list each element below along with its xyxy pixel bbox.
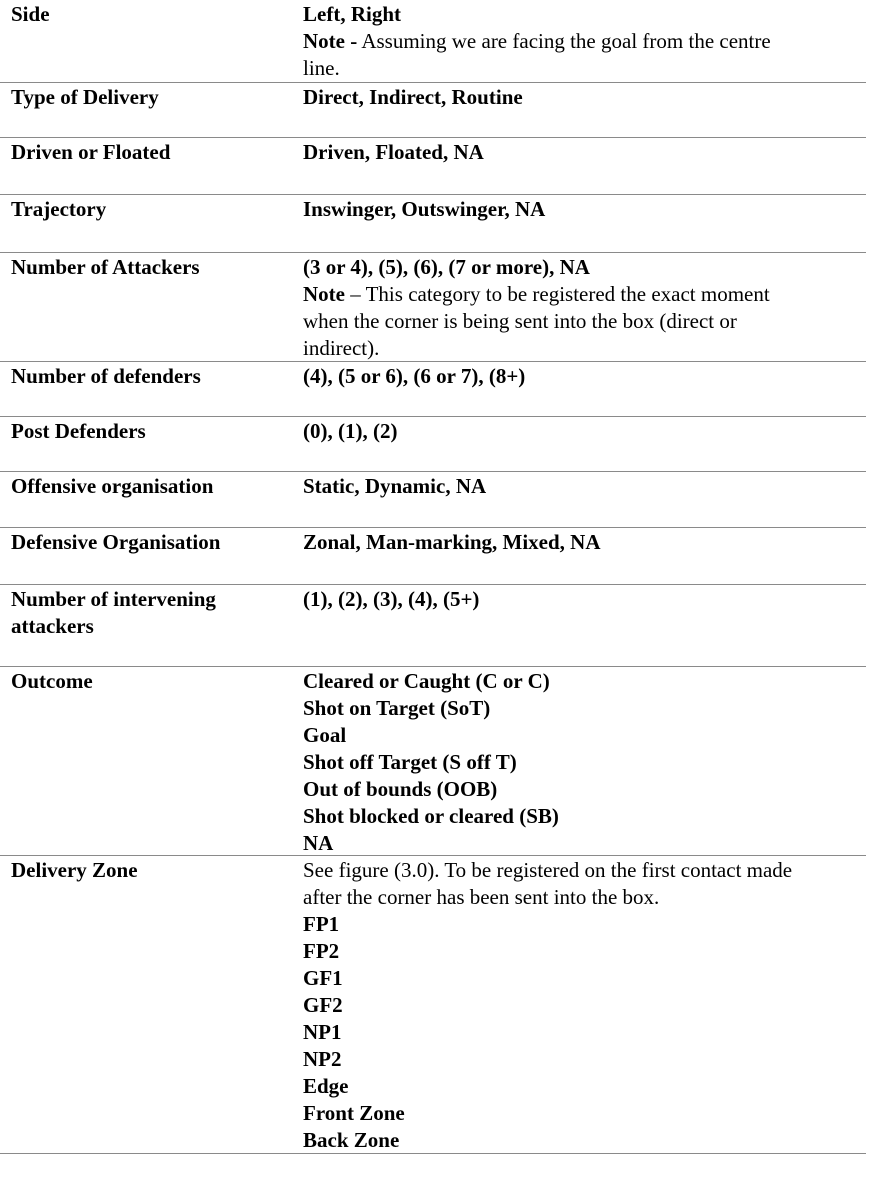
row-value [303, 139, 859, 166]
zone-option: FP2 [303, 939, 340, 963]
row-label-line: Number of intervening [11, 587, 216, 611]
outcome-option: Shot off Target (S off T) [303, 750, 517, 774]
row-label: Defensive Organisation [11, 530, 221, 554]
table-row-trajectory [0, 195, 866, 253]
row-label [11, 586, 291, 640]
outcome-option: Out of bounds (OOB) [303, 777, 498, 801]
table-row-number-of-attackers [0, 253, 866, 362]
row-label-line: attackers [11, 614, 94, 638]
row-label: Trajectory [11, 197, 107, 221]
value-options: Zonal, Man-marking, Mixed, NA [303, 530, 601, 554]
row-label: Side [11, 2, 50, 26]
row-value [303, 586, 859, 613]
table-row-defensive-organisation [0, 528, 866, 585]
value-options: (3 or 4), (5), (6), (7 or more), NA [303, 255, 590, 279]
zone-option: FP1 [303, 912, 340, 936]
row-label: Offensive organisation [11, 474, 214, 498]
table-row-offensive-organisation [0, 472, 866, 528]
zone-description: after the corner has been sent into the box. [303, 885, 660, 909]
value-options: Static, Dynamic, NA [303, 474, 487, 498]
table-row-number-of-intervening-attackers [0, 585, 866, 667]
table-row-outcome [0, 667, 866, 856]
table-row-side [0, 0, 866, 83]
row-value [303, 84, 859, 111]
zone-option: GF2 [303, 993, 343, 1017]
zone-description: See figure (3.0). To be registered on the first contact made [303, 858, 793, 882]
zone-option: NP1 [303, 1020, 342, 1044]
value-options: (4), (5 or 6), (6 or 7), (8+) [303, 364, 526, 388]
table-row-type-of-delivery [0, 83, 866, 138]
zone-option: GF1 [303, 966, 343, 990]
outcome-option: Cleared or Caught (C or C) [303, 669, 550, 693]
value-options: (0), (1), (2) [303, 419, 398, 443]
zone-option: Front Zone [303, 1101, 405, 1125]
note-text-continued: when the corner is being sent into the box (direct or [303, 309, 737, 333]
note-text-continued: indirect). [303, 336, 380, 360]
value-options: (1), (2), (3), (4), (5+) [303, 587, 480, 611]
row-value [303, 196, 859, 223]
note-text-continued: line. [303, 56, 340, 80]
note-label: Note - [303, 29, 358, 53]
row-value [303, 1, 859, 82]
outcome-option: Shot blocked or cleared (SB) [303, 804, 559, 828]
zone-option: NP2 [303, 1047, 342, 1071]
outcome-option: Goal [303, 723, 347, 747]
row-value [303, 529, 859, 556]
row-label: Outcome [11, 669, 93, 693]
row-label: Number of defenders [11, 364, 201, 388]
row-value [303, 857, 859, 1154]
row-value [303, 668, 859, 857]
row-label: Type of Delivery [11, 85, 159, 109]
row-value [303, 418, 859, 445]
outcome-option: Shot on Target (SoT) [303, 696, 491, 720]
table-row-post-defenders [0, 417, 866, 472]
value-options: Left, Right [303, 2, 401, 26]
row-value [303, 473, 859, 500]
table-row-number-of-defenders [0, 362, 866, 417]
note-text: – This category to be registered the exact moment [350, 282, 770, 306]
outcome-option: NA [303, 831, 334, 855]
zone-option: Back Zone [303, 1128, 400, 1152]
value-options: Direct, Indirect, Routine [303, 85, 523, 109]
row-value [303, 363, 859, 390]
row-label: Post Defenders [11, 419, 146, 443]
table-row-driven-or-floated [0, 138, 866, 195]
row-label: Driven or Floated [11, 140, 171, 164]
value-options: Driven, Floated, NA [303, 140, 484, 164]
note-text: Assuming we are facing the goal from the centre [361, 29, 771, 53]
zone-option: Edge [303, 1074, 349, 1098]
table-row-delivery-zone [0, 856, 866, 1154]
row-value [303, 254, 859, 362]
row-label: Number of Attackers [11, 255, 200, 279]
value-options: Inswinger, Outswinger, NA [303, 197, 546, 221]
row-label: Delivery Zone [11, 858, 138, 882]
note-label: Note [303, 282, 345, 306]
